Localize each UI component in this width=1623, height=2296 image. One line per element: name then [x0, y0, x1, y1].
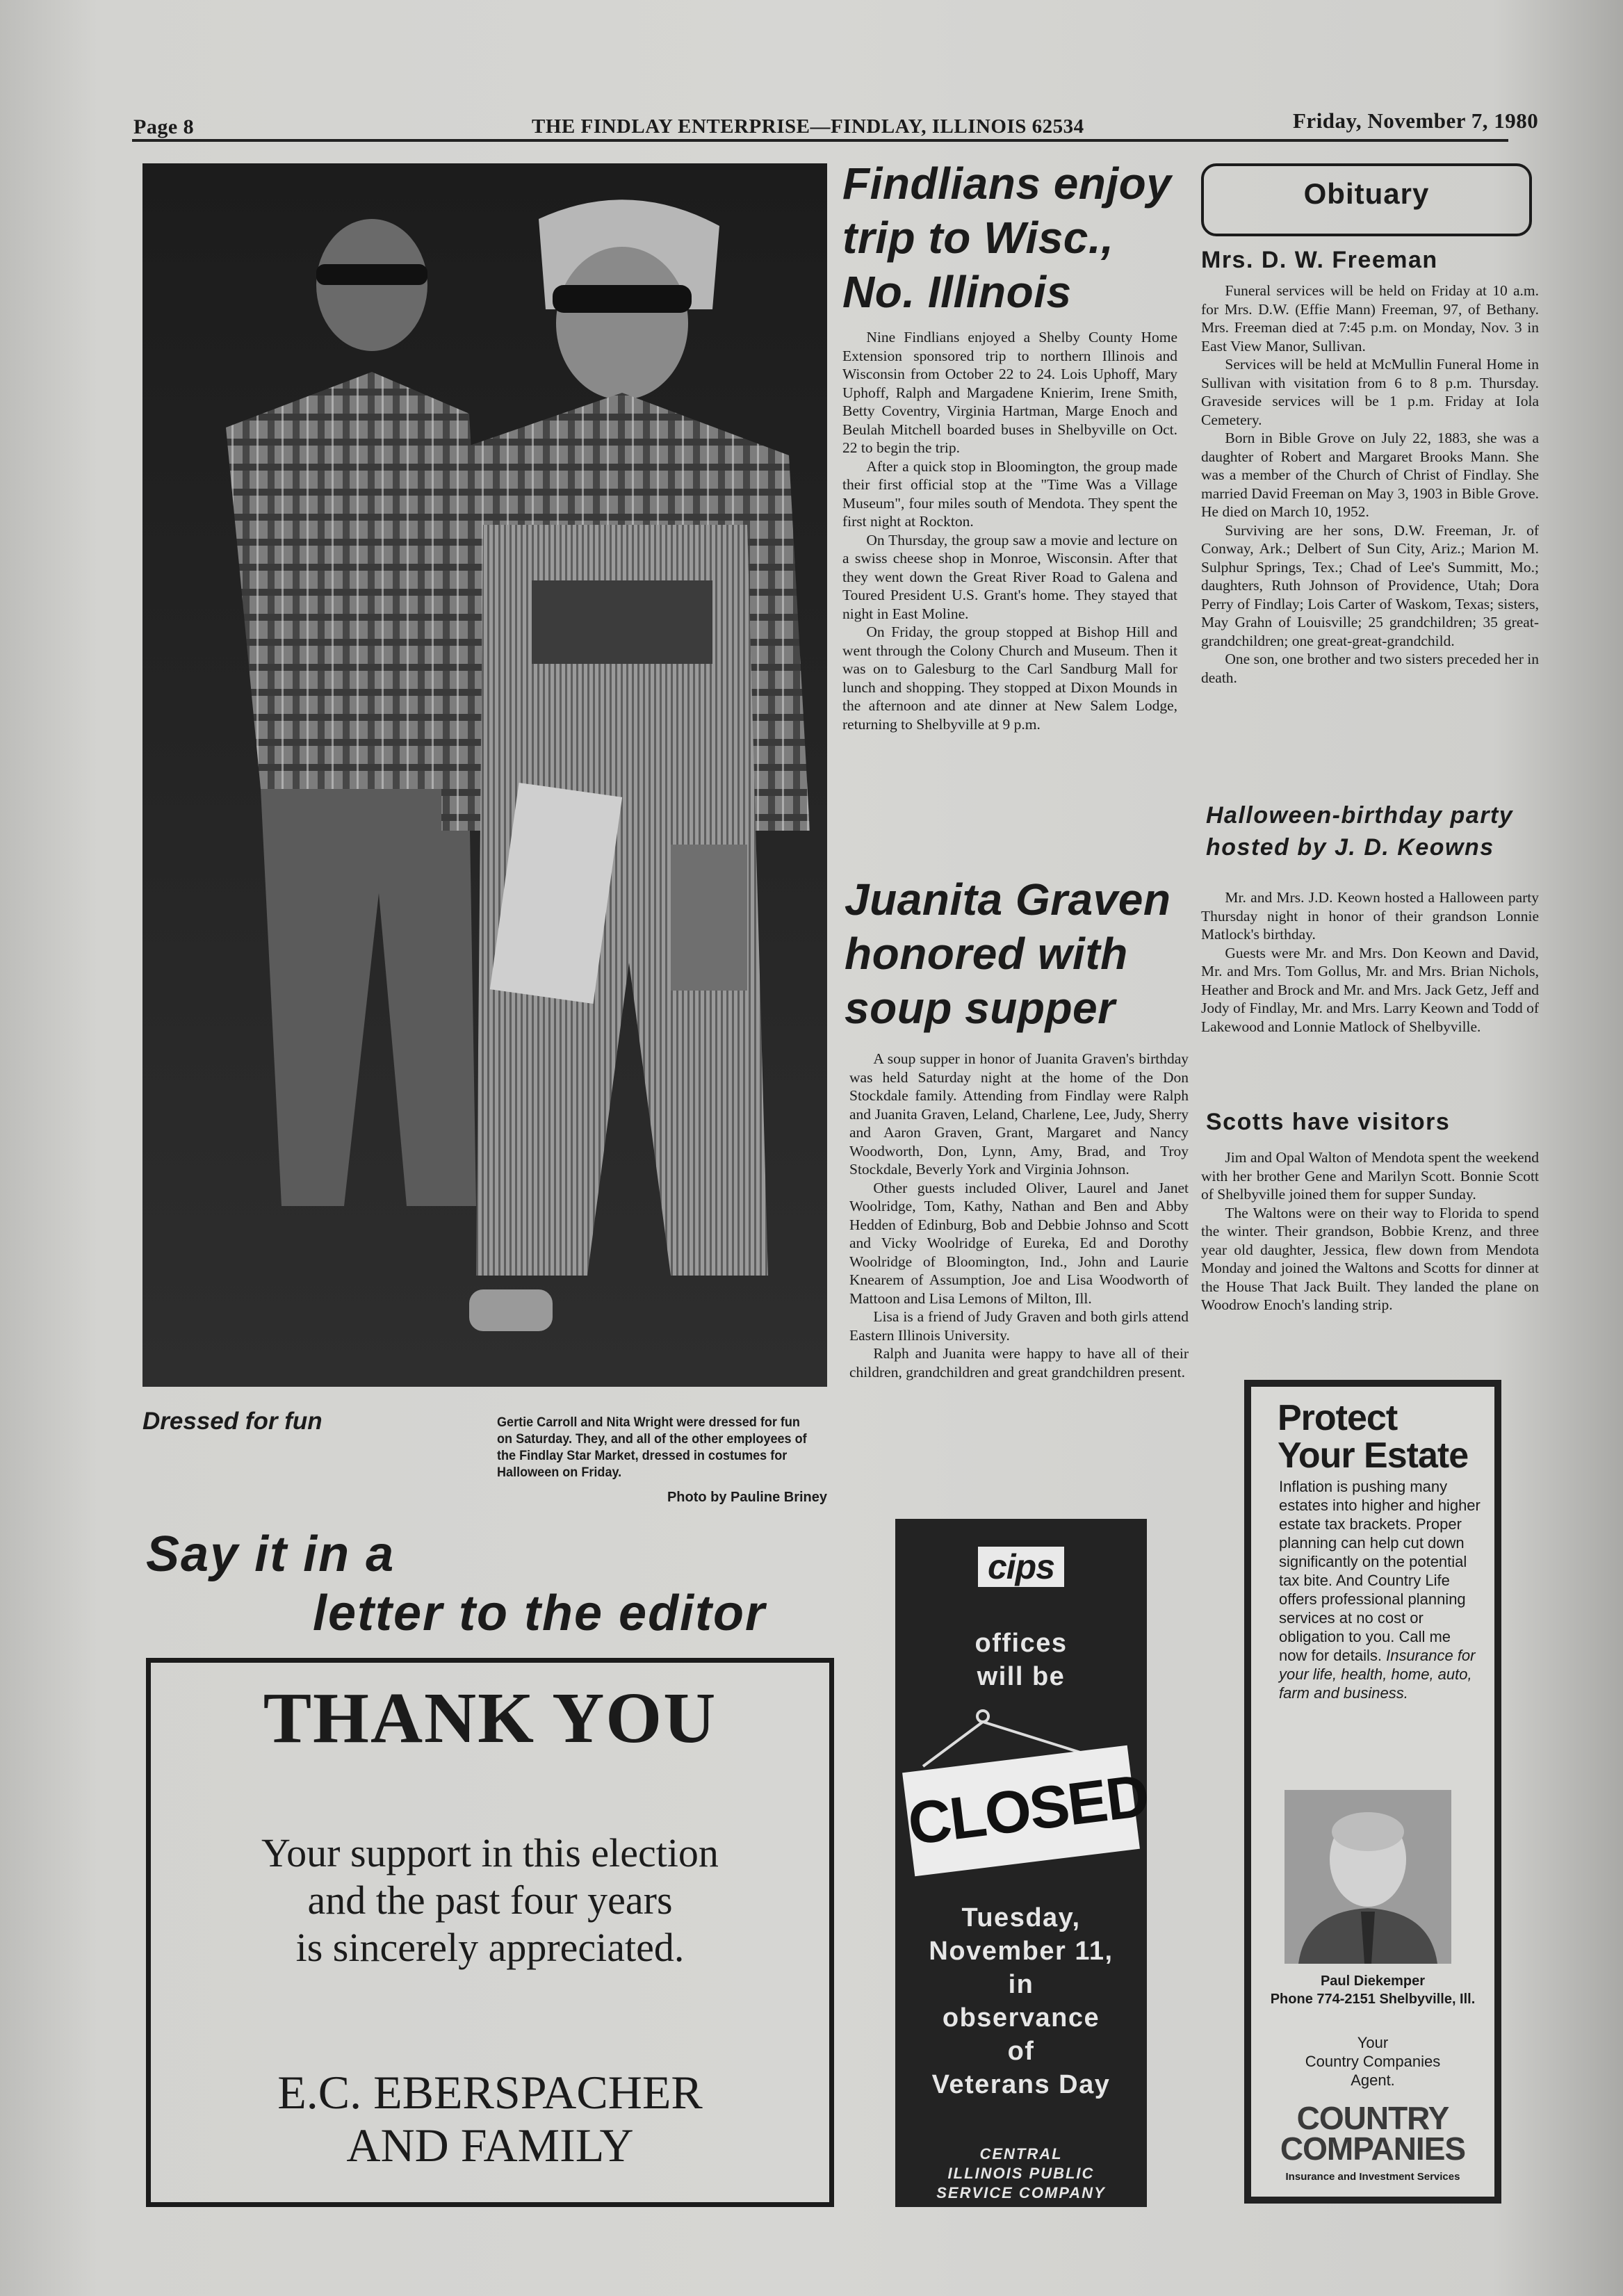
country-companies-ad: [1244, 1380, 1501, 2204]
ad-headline: [1278, 1399, 1486, 1474]
article-paragraph: A soup supper in honor of Juanita Graven's birthday was held Saturday night at the home of the Don Stockdale family. Attending from Findlay were Ralph and Juanita Graven, Leland, Charlene, Lee, Judy, Sherry and Aaron Graven, Grant, Margaret and Nancy Woodworth, Don, Lynn, Amy, Brad, and Troy Stockdale, Beverly York and Virginia Johnson.: [849, 1050, 1189, 1178]
cips-line: observance: [942, 2003, 1100, 2033]
article-paragraph: Ralph and Juanita were happy to have all of their children, grandchildren and great grandchildren present.: [849, 1345, 1189, 1381]
cips-line: ILLINOIS PUBLIC: [947, 2165, 1095, 2182]
scotts-article-body: [1201, 1148, 1539, 1314]
masthead-rule: [132, 139, 1508, 142]
agent-portrait-image: [1284, 1790, 1451, 1964]
closed-sign: CLOSED: [902, 1745, 1140, 1877]
article-paragraph: After a quick stop in Bloomington, the group made their first official stop at the "Time Was a Village Museum", four miles south of Mendota. They spent the first night at Rockton.: [842, 457, 1177, 530]
keown-article-body: [1201, 888, 1539, 1036]
thank-you-message: [151, 1830, 829, 1971]
article-paragraph: Services will be held at McMullin Funeral Home in Sullivan with visitation from 6 to 8 p.m. Thursday. Graveside services will be 1 p.m. Friday at Iola Cemetery.: [1201, 356, 1539, 428]
thank-you-signature: [151, 2066, 829, 2172]
cips-offices-text: [895, 1627, 1147, 1693]
country-companies-logo: [1251, 2100, 1494, 2167]
letter-promo-line2: letter to the editor: [313, 1586, 767, 1641]
message-line: is sincerely appreciated.: [295, 1925, 685, 1970]
cips-line: in: [1008, 1970, 1034, 1999]
agent-portrait: [1284, 1790, 1451, 1964]
cips-line: CENTRAL: [979, 2145, 1063, 2163]
letter-promo-line1: Say it in a: [146, 1526, 395, 1582]
keown-headline: [1206, 799, 1567, 863]
message-line: Your support in this election: [261, 1830, 719, 1875]
agent-label-line: Country Companies: [1305, 2053, 1441, 2070]
headline-line: trip to Wisc.,: [842, 213, 1114, 263]
article-paragraph: Surviving are her sons, D.W. Freeman, Jr. of Conway, Ark.; Delbert of Sun City, Ariz.; Marion M. Sulphur Springs, Tex.; Chad of Lee's Summitt, Mo.; daughters, Ruth Johnson of Providence, Utah; Dora Perry of Findlay; Lois Carter of Waskom, Texas; sisters, May Grahn of Louisville; 25 grandchildren; 35 great-grandchildren; one great-great-grandchild.: [1201, 521, 1539, 649]
trip-article-body: [842, 328, 1177, 733]
thank-you-ad: [146, 1658, 834, 2207]
obituary-body: [1201, 282, 1539, 687]
trip-headline: [842, 156, 1204, 319]
article-paragraph: The Waltons were on their way to Florida to spend the winter. Their grandson, Bobbie Krenz, and three year old daughter, Jessica, flew down from Mendota Monday and joined the Waltons and Scotts for dinner at the House That Jack Built. They landed the plane on Woodrow Enoch's landing strip.: [1201, 1204, 1539, 1313]
cips-date-text: [895, 1901, 1147, 2101]
ad-panel: [1251, 1387, 1494, 2197]
cips-line: November 11,: [929, 1937, 1114, 1966]
cips-logo: cips: [978, 1547, 1064, 1587]
headline-line: Juanita Graven: [845, 874, 1171, 925]
logo-line: COUNTRY: [1296, 2100, 1449, 2136]
cips-line: of: [1007, 2037, 1035, 2066]
cips-line: offices: [974, 1629, 1068, 1658]
obituary-section-label: Obituary: [1201, 163, 1532, 236]
graven-article-body: [849, 1050, 1189, 1381]
agent-label-line: Agent.: [1351, 2071, 1395, 2089]
photo-credit: Photo by Pauline Briney: [667, 1490, 827, 1505]
agent-label: [1251, 2033, 1494, 2090]
thank-you-headline: THANK YOU: [263, 1678, 717, 1758]
agent-info: [1251, 1972, 1494, 2008]
message-line: and the past four years: [307, 1878, 673, 1923]
page-number: Page 8: [133, 115, 195, 138]
headline-line: soup supper: [845, 983, 1116, 1033]
halloween-photo: [142, 163, 827, 1387]
article-paragraph: Nine Findlians enjoyed a Shelby County Home Extension sponsored trip to northern Illinois and Wisconsin from October 22 to 24. Lois Uphoff, Mary Uphoff, Ralph and Margadene Knierim, Irene Smith, Betty Coventry, Virginia Hartman, Marge Enoch and Beulah Mitchell boarded buses in Shelbyville on Oct. 22 to begin the trip.: [842, 329, 1177, 456]
cips-logo-wrap: [895, 1547, 1147, 1587]
headline-line: honored with: [845, 929, 1128, 979]
ad-body: [1279, 1477, 1481, 1702]
ad-tagline: Insurance for your life, health, home, auto, farm and business.: [1279, 1647, 1476, 1702]
article-paragraph: Jim and Opal Walton of Mendota spent the weekend with her brother Gene and Marilyn Scott. Bonnie Scott of Shelbyville joined them for supper Sunday.: [1201, 1149, 1539, 1203]
article-paragraph: Born in Bible Grove on July 22, 1883, she was a daughter of Robert and Margaret Brooks Mann. She was a member of the Church of Christ of Findlay. She married David Freeman on May 3, 1903 in Bible Grove. He died on March 10, 1952.: [1201, 430, 1539, 520]
headline-line: No. Illinois: [842, 267, 1072, 317]
ad-body-text: Inflation is pushing many estates into higher and higher estate tax brackets. Proper planning can help cut down significantly on the potential tax bite. And Country Life offers professional planning services at no cost or obligation to you. Call me now for details.: [1279, 1478, 1481, 1664]
photo-caption-text: Gertie Carroll and Nita Wright were dressed for fun on Saturday. They, and all of the other employees of the Findlay Star Market, dressed in costumes for Halloween on Friday.: [497, 1415, 807, 1480]
agent-phone: Phone 774-2151 Shelbyville, Ill.: [1270, 1992, 1476, 2007]
cips-line: Tuesday,: [961, 1903, 1081, 1932]
photo-caption-title: Dressed for fun: [142, 1408, 323, 1435]
headline-line: Halloween-birthday party: [1206, 802, 1514, 829]
headline-line: Findlians enjoy: [842, 158, 1172, 209]
article-paragraph: Mr. and Mrs. J.D. Keown hosted a Halloween party Thursday night in honor of their grandson Lonnie Matlock's birthday.: [1201, 889, 1539, 943]
logo-line: COMPANIES: [1280, 2131, 1466, 2167]
agent-name: Paul Diekemper: [1320, 1973, 1426, 1989]
graven-headline: [845, 872, 1206, 1035]
cips-line: will be: [977, 1662, 1066, 1691]
cips-company-name: [895, 2144, 1147, 2203]
agent-label-line: Your: [1357, 2034, 1389, 2051]
photo-image: [142, 163, 827, 1387]
signature-line: AND FAMILY: [346, 2119, 634, 2172]
headline-line: hosted by J. D. Keowns: [1206, 834, 1494, 861]
scotts-headline: Scotts have visitors: [1206, 1109, 1451, 1135]
signature-line: E.C. EBERSPACHER: [277, 2066, 703, 2119]
issue-date: Friday, November 7, 1980: [1293, 108, 1539, 133]
cips-closed-ad: [895, 1519, 1152, 2207]
article-paragraph: Other guests included Oliver, Laurel and Janet Woolridge, Tom, Kathy, Nathan and Ben and Abby Hedden of Edinburg, Bob and Debbie Johnso and Scott and Vicky Woolridge of Eureka, Ed and Dorothy Woolridge of Bloomington, Ind., John and Laurie Knearem of Assumption, Joe and Lisa Woodworth of Mattoon and Lisa Lemons of Milton, Ill.: [849, 1179, 1189, 1307]
headline-line: Your Estate: [1278, 1435, 1469, 1476]
paper-title: THE FINDLAY ENTERPRISE—FINDLAY, ILLINOIS 62534: [532, 115, 1084, 138]
article-paragraph: On Friday, the group stopped at Bishop Hill and went through the Colony Church and Museum. Then it was on to Galesburg to the Carl Sandburg Mall for lunch and shopping. They stopped at Dixon Mounds in the afternoon and ate dinner at New Salem Lodge, returning to Shelbyville at 9 p.m.: [842, 624, 1177, 733]
article-paragraph: One son, one brother and two sisters preceded her in death.: [1201, 651, 1539, 686]
headline-line: Protect: [1278, 1398, 1398, 1438]
article-paragraph: Funeral services will be held on Friday at 10 a.m. for Mrs. D.W. (Effie Mann) Freeman, 97, of Bethany. Mrs. Freeman died at 7:45 p.m. on Monday, Nov. 3 in East View Manor, Sullivan.: [1201, 282, 1539, 355]
article-paragraph: On Thursday, the group saw a movie and lecture on a swiss cheese shop in Monroe, Wisconsin. After that they went down the Great River Road to Galena and Toured President U.S. Grant's home. They stayed that night in East Moline.: [842, 531, 1177, 622]
cips-line: SERVICE COMPANY: [936, 2184, 1106, 2201]
logo-tagline: Insurance and Investment Services: [1285, 2171, 1460, 2183]
cips-line: Veterans Day: [931, 2070, 1111, 2099]
obituary-name: Mrs. D. W. Freeman: [1201, 247, 1438, 273]
article-paragraph: Guests were Mr. and Mrs. Don Keown and David, Mr. and Mrs. Tom Gollus, Mr. and Mrs. Brian Nichols, Heather and Brock and Mr. and Mrs. Jack Getz, Jeff and Jody of Findlay, Mr. and Mrs. Larry Keown and Todd of Lakewood and Lonnie Matlock of Shelbyville.: [1201, 944, 1539, 1035]
article-paragraph: Lisa is a friend of Judy Graven and both girls attend Eastern Illinois University.: [849, 1308, 1189, 1344]
